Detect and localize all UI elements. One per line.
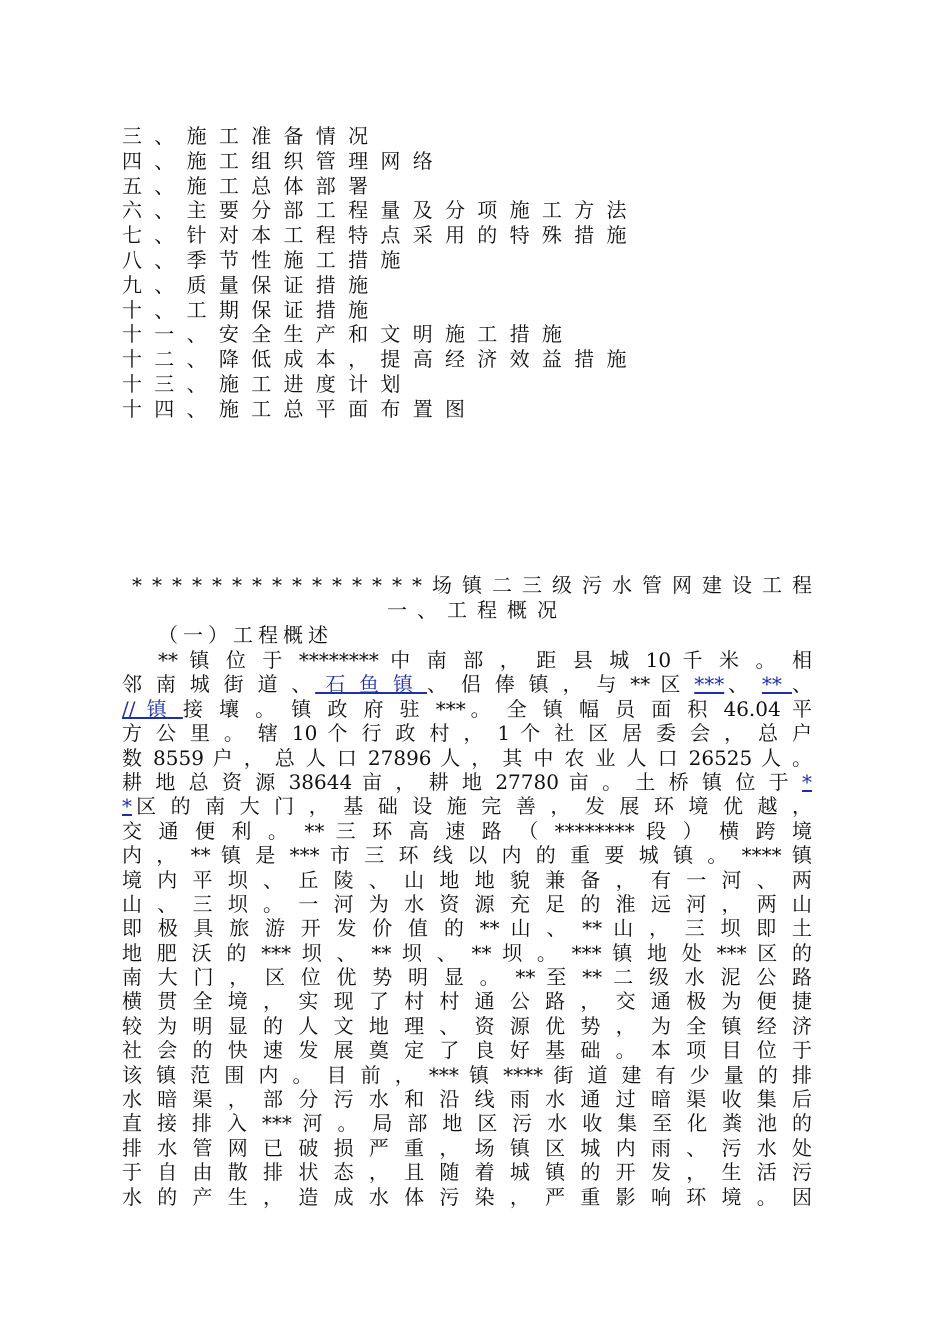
toc-item: 十二、降低成本，提高经济效益措施 [122,347,639,372]
body-line: ** 镇 位 于 ******** 中 南 部 ， 距 县 城 10 千 米 。 相 [158,648,812,672]
toc-item: 六、主要分部工程量及分项施工方法 [122,198,639,223]
toc-item: 七、针对本工程特点采用的特殊措施 [122,223,639,248]
body-text: 、 侣 俸 镇 ， 与 ** 区 [426,672,685,697]
body-line: 较 为 明 显 的 人 文 地 理 、 资 源 优 势 ， 为 全 镇 经 济 [122,1013,812,1038]
body-line: 内 ， ** 镇 是 *** 市 三 环 线 以 内 的 重 要 城 镇 。 **** 镇 [122,843,812,868]
body-line: 即 极 具 旅 游 开 发 价 值 的 ** 山 、 ** 山 ， 三 坝 即 土 [122,916,812,941]
body-line: 交 通 便 利 。 ** 三 环 高 速 路 （ ******** 段 ） 横 跨 境 [122,818,812,843]
link-shiyu-town[interactable]: 石 鱼 镇 [315,672,427,697]
body-text: 耕 地 总 资 源 38644 亩 ， 耕 地 27780 亩 。 土 桥 镇 位 于 [122,769,793,794]
document-title: ***************场镇二三级污水管网建设工程 [132,573,822,597]
body-line: 横 贯 全 境 ， 实 现 了 村 村 通 公 路 ， 交 通 极 为 便 捷 [122,989,812,1014]
toc-item: 十、工期保证措施 [122,297,381,322]
subsection-title: （一）工程概述 [158,623,333,647]
toc-item: 九、质量保证措施 [122,272,381,297]
toc-item: 十三、施工进度计划 [122,371,413,396]
body-line: 该 镇 范 围 内 。 目 前 ， *** 镇 **** 街 道 建 有 少 量 的 排 [122,1062,812,1087]
body-text: 区 的 南 大 门 ， 基 础 设 施 完 善 ， 发 展 环 境 优 越 ， [132,794,812,819]
toc-item: 八、季节性施工措施 [122,247,413,272]
table-of-contents [122,124,842,422]
body-text: 、 [724,672,752,697]
body-line [122,770,812,794]
body-line: 直 接 排 入 *** 河 。 局 部 地 区 污 水 收 集 至 化 粪 池 的 [122,1111,812,1136]
body-line: 于 自 由 散 排 状 态 ， 且 随 着 城 镇 的 开 发 ， 生 活 污 [122,1160,812,1185]
toc-item: 五、施工总体部署 [122,173,381,198]
body-line: 方 公 里 。 辖 10 个 行 政 村 ， 1 个 社 区 居 委 会 ， 总 户 [122,721,812,746]
body-line: 地 肥 沃 的 *** 坝 、 ** 坝 、 ** 坝 。 *** 镇 地 处 *** 区 的 [122,940,812,965]
body-line: 南 大 门 ， 区 位 优 势 明 显 。 ** 至 ** 二 级 水 泥 公 路 [122,965,812,990]
toc-item: 四、施工组织管理网络 [122,148,445,173]
link-town[interactable]: // 镇 [122,696,183,721]
body-line: 排 水 管 网 已 破 损 严 重 ， 场 镇 区 城 内 雨 、 污 水 处 [122,1135,812,1160]
body-text: 、 [792,672,813,697]
body-line: 数 8559 户 ， 总 人 口 27896 人 ， 其 中 农 业 人 口 26525 人 。 [122,745,812,770]
link-district-a[interactable]: *** [694,672,725,697]
body-line: 境 内 平 坝 、 丘 陵 、 山 地 地 貌 兼 备 ， 有 一 河 、 两 [122,867,812,892]
body-line [122,697,812,721]
body-line: 水 暗 渠 ， 部 分 污 水 和 沿 线 雨 水 通 过 暗 渠 收 集 后 [122,1087,812,1112]
section-title: 一、工程概况 [387,598,567,622]
body-text: 接 壤 。 镇 政 府 驻 ***。 全 镇 幅 员 面 积 46.04 平 [182,696,812,721]
body-line: 山 、 三 坝 。 一 河 为 水 资 源 充 足 的 淮 远 河 ， 两 山 [122,891,812,916]
toc-item: 十四、施工总平面布置图 [122,396,478,421]
body-line [122,672,812,696]
body-line: 水 的 产 生 ， 造 成 水 体 污 染 ， 严 重 影 响 环 境 。 因 [122,1184,812,1209]
link-district-c[interactable]: * [802,769,812,794]
body-text: 邻 南 城 街 道 、 [122,672,316,697]
link-district-b[interactable]: ** [761,672,793,697]
link-district-c-cont[interactable]: * [122,794,132,819]
body-paragraph [122,648,812,1209]
toc-item: 三、施工准备情况 [122,124,381,148]
body-line: 社 会 的 快 速 发 展 奠 定 了 良 好 基 础 。 本 项 目 位 于 [122,1038,812,1063]
toc-item: 十一、安全生产和文明施工措施 [122,322,575,347]
body-line [122,794,812,818]
